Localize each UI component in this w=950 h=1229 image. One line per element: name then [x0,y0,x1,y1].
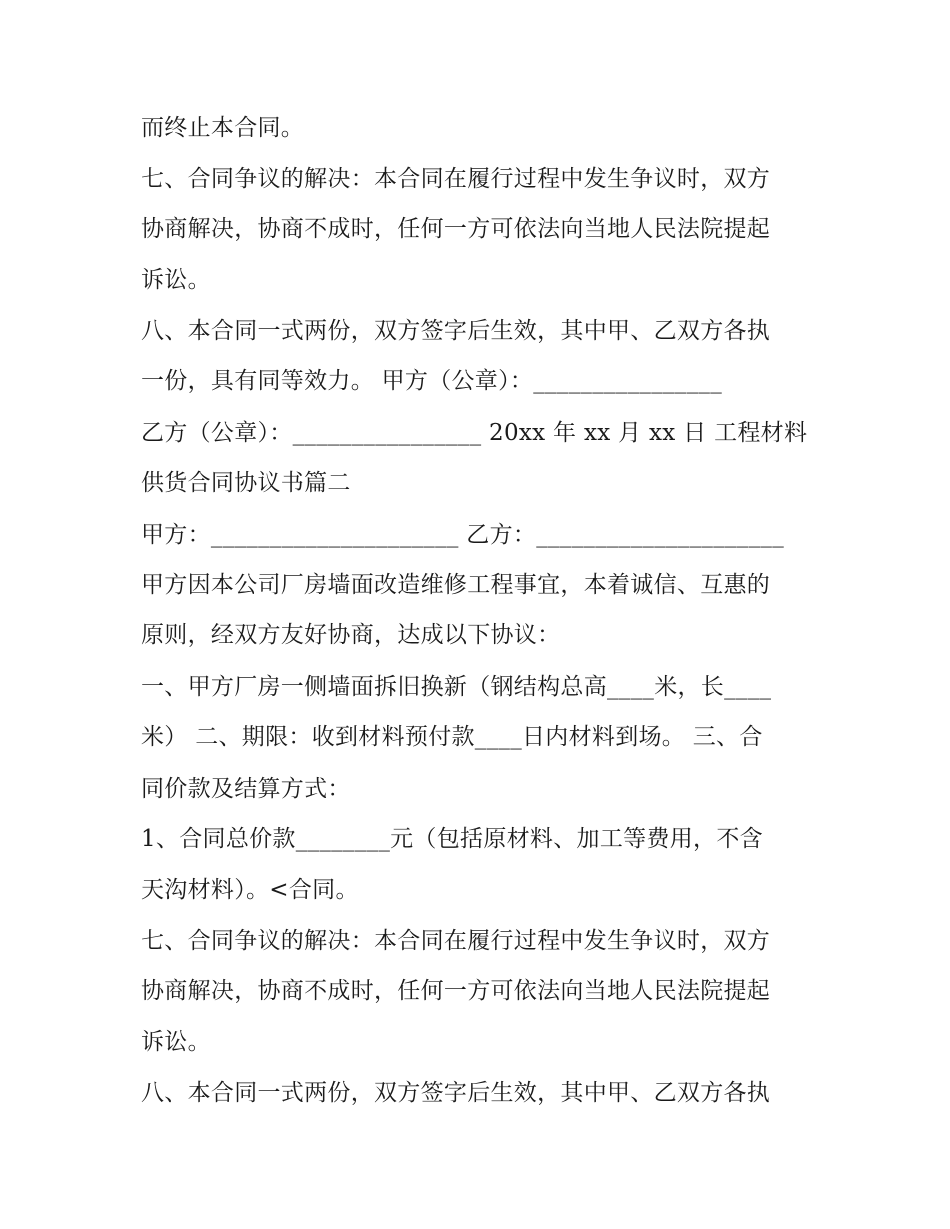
text-line: 米） 二、期限：收到材料预付款____日内材料到场。 三、合 [141,724,763,750]
text-line: 八、本合同一式两份，双方签字后生效，其中甲、乙双方各执 [141,318,771,344]
text-line: 同价款及结算方式： [141,776,351,802]
section-heading: 供货合同协议书篇二 [141,470,351,496]
text-line: 甲方：_____________________ 乙方：_____________________ [141,522,785,548]
text-line: 一份，具有同等效力。 甲方（公章）：________________ [141,368,723,394]
text-line: 诉讼。 [141,267,211,293]
text-line: 协商解决，协商不成时，任何一方可依法向当地人民法院提起 [141,978,771,1004]
text-line: 七、合同争议的解决：本合同在履行过程中发生争议时，双方 [141,166,771,192]
text-line: 天沟材料）。<合同。 [141,877,359,903]
text-line: 八、本合同一式两份，双方签字后生效，其中甲、乙双方各执 [141,1080,771,1106]
text-line: 七、合同争议的解决：本合同在履行过程中发生争议时，双方 [141,928,771,954]
text-line: 协商解决，协商不成时，任何一方可依法向当地人民法院提起 [141,216,771,242]
text-line: 诉讼。 [141,1029,211,1055]
text-line: 而终止本合同。 [141,115,305,141]
text-line: 一、甲方厂房一侧墙面拆旧换新（钢结构总高____米，长____ [141,674,772,700]
text-line: 乙方（公章）：________________ 20xx 年 xx 月 xx 日 工程材料 [141,420,808,446]
text-line: 原则，经双方友好协商，达成以下协议： [141,622,561,648]
text-line: 甲方因本公司厂房墙面改造维修工程事宜，本着诚信、互惠的 [141,572,771,598]
text-line: 1、合同总价款________元（包括原材料、加工等费用，不含 [141,826,763,852]
